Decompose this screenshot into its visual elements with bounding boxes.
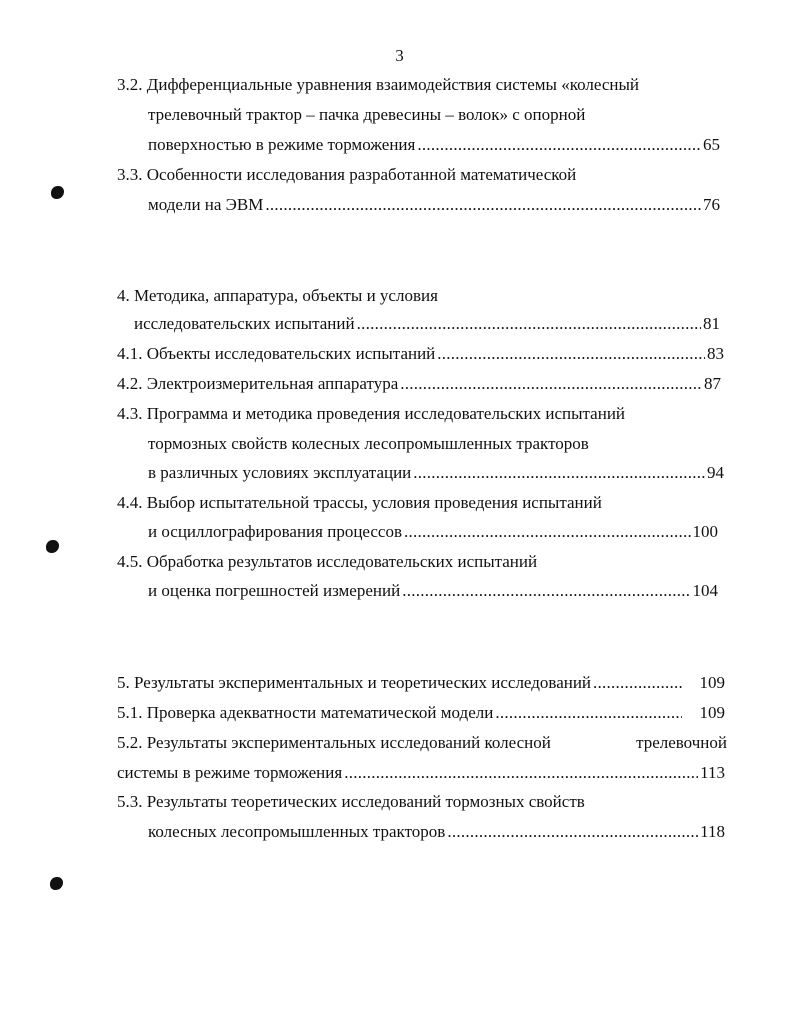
leader-dots: [447, 821, 698, 843]
toc-4-1-page: 83: [707, 344, 724, 363]
toc-5-3-page: 118: [700, 822, 725, 841]
leader-dots: [437, 343, 705, 365]
toc-3-3-line-1: 3.3. Особенности исследования разработанной математической: [117, 165, 577, 184]
toc-5-1-page: 109: [699, 703, 725, 722]
toc-4-3-title: в различных условиях эксплуатации: [148, 463, 412, 482]
toc-4-2-title: 4.2. Электроизмерительная аппаратура: [117, 374, 399, 393]
toc-4-title: исследовательских испытаний: [134, 314, 355, 333]
toc-3-3-title: модели на ЭВМ: [148, 195, 264, 214]
toc-4-5-page: 104: [692, 581, 718, 600]
leader-dots: [265, 194, 701, 216]
leader-dots: [404, 521, 690, 543]
toc-4-page: 81: [703, 314, 720, 333]
leader-dots: [357, 313, 701, 335]
page-number: 3: [395, 46, 404, 65]
leader-dots: [417, 134, 701, 156]
toc-4-3-line-2: тормозных свойств колесных лесопромышленных тракторов: [148, 434, 589, 453]
toc-4-1: [117, 343, 724, 365]
toc-4-4-line-2: [148, 521, 718, 543]
toc-4-4-page: 100: [692, 522, 718, 541]
leader-dots: [400, 373, 702, 395]
toc-5-3-title: колесных лесопромышленных тракторов: [148, 822, 446, 841]
toc-5-2-page: 113: [700, 763, 725, 782]
toc-4-5-line-1: 4.5. Обработка результатов исследовательских испытаний: [117, 552, 538, 571]
toc-3-2-line-3: [148, 134, 720, 156]
toc-5: [117, 672, 725, 694]
toc-5-3-line-1: 5.3. Результаты теоретических исследований тормозных свойств: [117, 792, 585, 811]
toc-5-title: 5. Результаты экспериментальных и теоретических исследований: [117, 673, 592, 692]
toc-5-2-line-2: [117, 762, 725, 784]
toc-5-page: 109: [699, 673, 725, 692]
toc-4-line-2: [134, 313, 720, 335]
leader-dots: [402, 580, 690, 602]
toc-4-4-title: и осциллографирования процессов: [148, 522, 403, 541]
toc-4-2-page: 87: [704, 374, 721, 393]
toc-4-5-title: и оценка погрешностей измерений: [148, 581, 401, 600]
toc-4-3-page: 94: [707, 463, 724, 482]
toc-4-line-1: 4. Методика, аппаратура, объекты и условия: [117, 286, 438, 305]
toc-5-1-title: 5.1. Проверка адекватности математической модели: [117, 703, 494, 722]
leader-dots: [593, 672, 681, 694]
toc-4-3-line-3: [148, 462, 724, 484]
punch-hole-mark: [50, 877, 63, 890]
toc-5-2-title-a: 5.2. Результаты экспериментальных исследований колесной: [117, 733, 551, 752]
toc-3-2-line-1: 3.2. Дифференциальные уравнения взаимодействия системы «колесный: [117, 75, 639, 94]
toc-3-2-line-2: трелевочный трактор – пачка древесины – волок» с опорной: [148, 105, 586, 124]
toc-4-3-line-1: 4.3. Программа и методика проведения исследовательских испытаний: [117, 404, 626, 423]
toc-5-2-title-b: трелевочной: [636, 733, 727, 752]
toc-4-4-line-1: 4.4. Выбор испытательной трассы, условия проведения испытаний: [117, 493, 602, 512]
toc-5-2-title-c: системы в режиме торможения: [117, 763, 343, 782]
toc-5-2-line-1: [117, 732, 727, 754]
toc-5-1: [117, 702, 725, 724]
toc-3-3-line-2: [148, 194, 720, 216]
leader-dots: [344, 762, 698, 784]
toc-3-3-page: 76: [703, 195, 720, 214]
toc-4-1-title: 4.1. Объекты исследовательских испытаний: [117, 344, 436, 363]
leader-dots: [413, 462, 705, 484]
toc-3-2-page: 65: [703, 135, 720, 154]
toc-4-5-line-2: [148, 580, 718, 602]
toc-5-3-line-2: [148, 821, 725, 843]
toc-4-2: [117, 373, 721, 395]
punch-hole-mark: [51, 186, 64, 199]
toc-3-2-title: поверхностью в режиме торможения: [148, 135, 416, 154]
punch-hole-mark: [46, 540, 59, 553]
leader-dots: [495, 702, 681, 724]
